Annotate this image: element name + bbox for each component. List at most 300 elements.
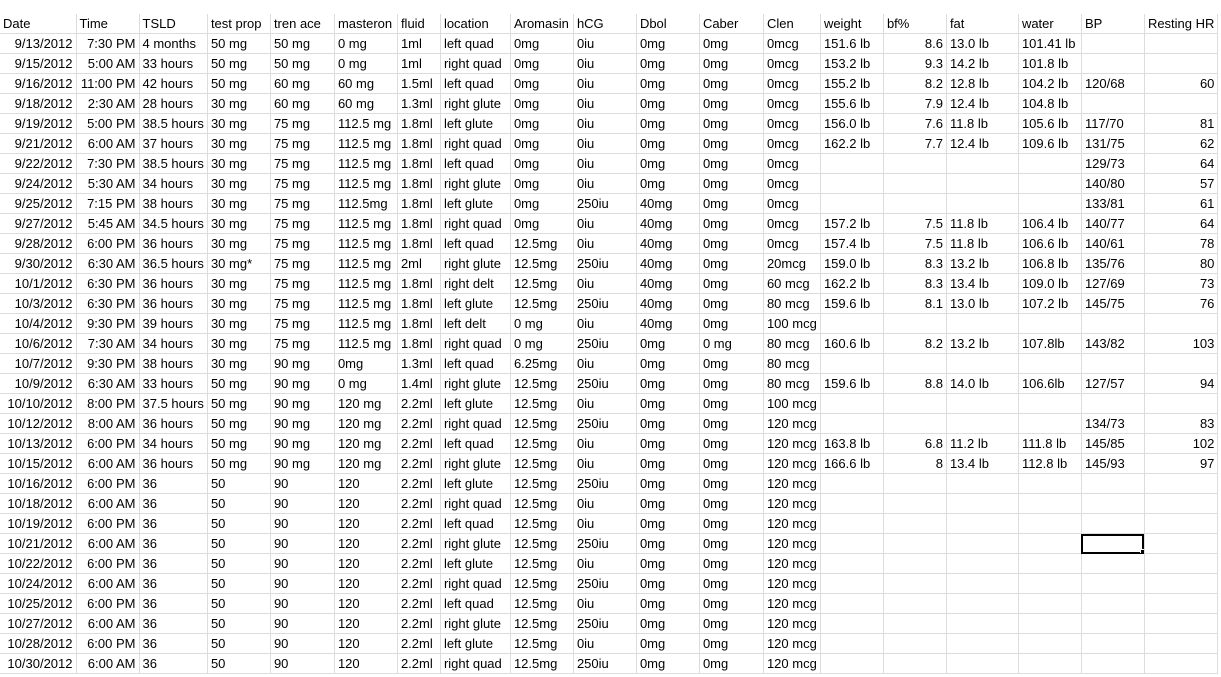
cell-fluid[interactable]: 1.8ml — [397, 334, 440, 354]
cell-weight[interactable]: 163.8 lb — [820, 434, 883, 454]
cell-location[interactable]: left glute — [440, 194, 510, 214]
cell-time[interactable]: 6:30 PM — [76, 274, 139, 294]
cell-water[interactable]: 101.41 lb — [1018, 34, 1081, 54]
cell-tsld[interactable]: 36 — [139, 614, 207, 634]
cell-fluid[interactable]: 2.2ml — [397, 414, 440, 434]
cell-dbol[interactable]: 0mg — [636, 414, 699, 434]
cell-aromasin[interactable]: 12.5mg — [510, 534, 573, 554]
cell-bf[interactable]: 7.6 — [883, 114, 946, 134]
cell-date[interactable]: 9/28/2012 — [0, 234, 76, 254]
cell-dbol[interactable]: 0mg — [636, 654, 699, 674]
cell-resting-hr[interactable] — [1144, 634, 1217, 654]
cell-bf[interactable]: 8.6 — [883, 34, 946, 54]
cell-tren-ace[interactable]: 75 mg — [270, 254, 334, 274]
cell-masteron[interactable]: 120 — [334, 554, 397, 574]
cell-caber[interactable]: 0 mg — [699, 334, 763, 354]
column-header-clen[interactable]: Clen — [763, 14, 820, 34]
cell-resting-hr[interactable] — [1144, 474, 1217, 494]
cell-bf[interactable]: 6.8 — [883, 434, 946, 454]
cell-clen[interactable]: 120 mcg — [763, 474, 820, 494]
cell-bp[interactable] — [1081, 54, 1144, 74]
cell-bf[interactable] — [883, 414, 946, 434]
cell-tsld[interactable]: 38 hours — [139, 194, 207, 214]
cell-caber[interactable]: 0mg — [699, 394, 763, 414]
cell-clen[interactable]: 80 mcg — [763, 294, 820, 314]
cell-dbol[interactable]: 0mg — [636, 334, 699, 354]
cell-water[interactable]: 109.6 lb — [1018, 134, 1081, 154]
cell-resting-hr[interactable] — [1144, 594, 1217, 614]
cell-hcg[interactable]: 0iu — [573, 554, 636, 574]
cell-aromasin[interactable]: 0mg — [510, 134, 573, 154]
cell-masteron[interactable]: 120 — [334, 494, 397, 514]
cell-masteron[interactable]: 120 mg — [334, 394, 397, 414]
cell-clen[interactable]: 80 mcg — [763, 354, 820, 374]
cell-bf[interactable]: 8.8 — [883, 374, 946, 394]
cell-weight[interactable] — [820, 474, 883, 494]
cell-dbol[interactable]: 0mg — [636, 474, 699, 494]
cell-location[interactable]: right quad — [440, 654, 510, 674]
cell-masteron[interactable]: 60 mg — [334, 74, 397, 94]
cell-clen[interactable]: 120 mcg — [763, 594, 820, 614]
cell-masteron[interactable]: 112.5 mg — [334, 294, 397, 314]
cell-dbol[interactable]: 0mg — [636, 434, 699, 454]
cell-location[interactable]: left quad — [440, 434, 510, 454]
cell-date[interactable]: 9/24/2012 — [0, 174, 76, 194]
cell-test-prop[interactable]: 50 mg — [207, 74, 270, 94]
cell-tren-ace[interactable]: 90 — [270, 514, 334, 534]
cell-resting-hr[interactable]: 103 — [1144, 334, 1217, 354]
cell-bp[interactable] — [1081, 634, 1144, 654]
cell-tren-ace[interactable]: 50 mg — [270, 34, 334, 54]
cell-weight[interactable] — [820, 554, 883, 574]
cell-dbol[interactable]: 0mg — [636, 574, 699, 594]
cell-weight[interactable]: 155.6 lb — [820, 94, 883, 114]
cell-weight[interactable] — [820, 314, 883, 334]
cell-masteron[interactable]: 112.5 mg — [334, 234, 397, 254]
cell-caber[interactable]: 0mg — [699, 34, 763, 54]
cell-bf[interactable] — [883, 574, 946, 594]
cell-masteron[interactable]: 112.5 mg — [334, 254, 397, 274]
cell-aromasin[interactable]: 0mg — [510, 94, 573, 114]
cell-hcg[interactable]: 0iu — [573, 434, 636, 454]
cell-tren-ace[interactable]: 90 mg — [270, 434, 334, 454]
cell-tsld[interactable]: 38.5 hours — [139, 114, 207, 134]
cell-bp[interactable] — [1081, 554, 1144, 574]
cell-test-prop[interactable]: 30 mg — [207, 354, 270, 374]
cell-time[interactable]: 6:00 PM — [76, 594, 139, 614]
cell-fat[interactable] — [946, 514, 1018, 534]
cell-weight[interactable] — [820, 154, 883, 174]
cell-resting-hr[interactable]: 73 — [1144, 274, 1217, 294]
cell-caber[interactable]: 0mg — [699, 114, 763, 134]
cell-water[interactable]: 106.8 lb — [1018, 254, 1081, 274]
cell-tsld[interactable]: 37.5 hours — [139, 394, 207, 414]
cell-weight[interactable] — [820, 514, 883, 534]
cell-test-prop[interactable]: 30 mg — [207, 194, 270, 214]
cell-tsld[interactable]: 36 — [139, 574, 207, 594]
cell-date[interactable]: 10/25/2012 — [0, 594, 76, 614]
cell-fat[interactable] — [946, 394, 1018, 414]
cell-dbol[interactable]: 40mg — [636, 214, 699, 234]
cell-fat[interactable] — [946, 534, 1018, 554]
cell-fat[interactable]: 11.8 lb — [946, 234, 1018, 254]
cell-bf[interactable] — [883, 494, 946, 514]
cell-hcg[interactable]: 250iu — [573, 474, 636, 494]
cell-tren-ace[interactable]: 90 mg — [270, 394, 334, 414]
cell-time[interactable]: 6:00 AM — [76, 534, 139, 554]
cell-location[interactable]: left glute — [440, 634, 510, 654]
cell-tsld[interactable]: 36 — [139, 594, 207, 614]
cell-test-prop[interactable]: 50 — [207, 654, 270, 674]
cell-bp[interactable]: 129/73 — [1081, 154, 1144, 174]
cell-caber[interactable]: 0mg — [699, 474, 763, 494]
cell-weight[interactable]: 153.2 lb — [820, 54, 883, 74]
cell-location[interactable]: left quad — [440, 594, 510, 614]
cell-time[interactable]: 6:30 AM — [76, 254, 139, 274]
cell-clen[interactable]: 80 mcg — [763, 334, 820, 354]
cell-dbol[interactable]: 40mg — [636, 294, 699, 314]
cell-resting-hr[interactable]: 102 — [1144, 434, 1217, 454]
cell-fat[interactable]: 13.0 lb — [946, 34, 1018, 54]
cell-hcg[interactable]: 0iu — [573, 514, 636, 534]
cell-date[interactable]: 10/6/2012 — [0, 334, 76, 354]
cell-water[interactable] — [1018, 594, 1081, 614]
cell-tsld[interactable]: 36 hours — [139, 454, 207, 474]
cell-location[interactable]: right quad — [440, 214, 510, 234]
cell-clen[interactable]: 0mcg — [763, 114, 820, 134]
cell-fat[interactable] — [946, 194, 1018, 214]
cell-hcg[interactable]: 0iu — [573, 174, 636, 194]
cell-hcg[interactable]: 0iu — [573, 274, 636, 294]
cell-date[interactable]: 10/10/2012 — [0, 394, 76, 414]
cell-hcg[interactable]: 0iu — [573, 354, 636, 374]
cell-test-prop[interactable]: 50 — [207, 614, 270, 634]
cell-clen[interactable]: 0mcg — [763, 234, 820, 254]
cell-hcg[interactable]: 0iu — [573, 114, 636, 134]
cell-fat[interactable] — [946, 614, 1018, 634]
cell-masteron[interactable]: 112.5 mg — [334, 114, 397, 134]
cell-caber[interactable]: 0mg — [699, 214, 763, 234]
cell-aromasin[interactable]: 12.5mg — [510, 494, 573, 514]
cell-caber[interactable]: 0mg — [699, 454, 763, 474]
cell-aromasin[interactable]: 12.5mg — [510, 474, 573, 494]
cell-weight[interactable] — [820, 194, 883, 214]
cell-bp[interactable] — [1081, 394, 1144, 414]
cell-fat[interactable]: 13.2 lb — [946, 254, 1018, 274]
cell-aromasin[interactable]: 12.5mg — [510, 414, 573, 434]
column-header-test-prop[interactable]: test prop — [207, 14, 270, 34]
cell-fluid[interactable]: 2.2ml — [397, 434, 440, 454]
cell-dbol[interactable]: 0mg — [636, 554, 699, 574]
cell-resting-hr[interactable]: 97 — [1144, 454, 1217, 474]
cell-clen[interactable]: 120 mcg — [763, 514, 820, 534]
cell-fat[interactable] — [946, 594, 1018, 614]
cell-time[interactable]: 6:00 PM — [76, 434, 139, 454]
cell-time[interactable]: 6:30 AM — [76, 374, 139, 394]
cell-tsld[interactable]: 36 hours — [139, 234, 207, 254]
cell-resting-hr[interactable]: 76 — [1144, 294, 1217, 314]
cell-aromasin[interactable]: 0mg — [510, 74, 573, 94]
cell-weight[interactable]: 159.6 lb — [820, 294, 883, 314]
cell-time[interactable]: 5:00 PM — [76, 114, 139, 134]
cell-test-prop[interactable]: 50 mg — [207, 414, 270, 434]
column-header-weight[interactable]: weight — [820, 14, 883, 34]
cell-resting-hr[interactable] — [1144, 534, 1217, 554]
cell-tren-ace[interactable]: 75 mg — [270, 214, 334, 234]
column-header-dbol[interactable]: Dbol — [636, 14, 699, 34]
cell-bp[interactable]: 134/73 — [1081, 414, 1144, 434]
cell-date[interactable]: 9/19/2012 — [0, 114, 76, 134]
cell-fat[interactable] — [946, 574, 1018, 594]
cell-water[interactable] — [1018, 654, 1081, 674]
cell-tsld[interactable]: 36 hours — [139, 414, 207, 434]
cell-time[interactable]: 6:00 PM — [76, 514, 139, 534]
cell-bf[interactable] — [883, 614, 946, 634]
cell-resting-hr[interactable]: 61 — [1144, 194, 1217, 214]
cell-water[interactable] — [1018, 494, 1081, 514]
cell-bp[interactable]: 143/82 — [1081, 334, 1144, 354]
cell-water[interactable]: 104.8 lb — [1018, 94, 1081, 114]
cell-bp[interactable]: 140/80 — [1081, 174, 1144, 194]
cell-location[interactable]: left quad — [440, 234, 510, 254]
cell-bp[interactable] — [1081, 94, 1144, 114]
cell-hcg[interactable]: 0iu — [573, 394, 636, 414]
cell-fluid[interactable]: 1.8ml — [397, 274, 440, 294]
cell-bf[interactable]: 9.3 — [883, 54, 946, 74]
cell-clen[interactable]: 120 mcg — [763, 454, 820, 474]
cell-tren-ace[interactable]: 90 — [270, 654, 334, 674]
cell-fluid[interactable]: 1.8ml — [397, 114, 440, 134]
cell-water[interactable] — [1018, 154, 1081, 174]
cell-time[interactable]: 11:00 PM — [76, 74, 139, 94]
cell-bp[interactable]: 145/85 — [1081, 434, 1144, 454]
cell-dbol[interactable]: 0mg — [636, 514, 699, 534]
column-header-caber[interactable]: Caber — [699, 14, 763, 34]
cell-resting-hr[interactable] — [1144, 354, 1217, 374]
cell-clen[interactable]: 120 mcg — [763, 634, 820, 654]
cell-tren-ace[interactable]: 75 mg — [270, 314, 334, 334]
cell-weight[interactable] — [820, 494, 883, 514]
cell-weight[interactable] — [820, 594, 883, 614]
cell-caber[interactable]: 0mg — [699, 514, 763, 534]
cell-caber[interactable]: 0mg — [699, 134, 763, 154]
cell-tren-ace[interactable]: 90 mg — [270, 454, 334, 474]
cell-dbol[interactable]: 0mg — [636, 174, 699, 194]
cell-dbol[interactable]: 0mg — [636, 74, 699, 94]
cell-bf[interactable]: 8.3 — [883, 254, 946, 274]
cell-date[interactable]: 10/28/2012 — [0, 634, 76, 654]
cell-masteron[interactable]: 120 mg — [334, 414, 397, 434]
cell-tren-ace[interactable]: 90 — [270, 614, 334, 634]
cell-tren-ace[interactable]: 75 mg — [270, 114, 334, 134]
cell-time[interactable]: 6:00 AM — [76, 494, 139, 514]
cell-weight[interactable] — [820, 614, 883, 634]
cell-dbol[interactable]: 0mg — [636, 594, 699, 614]
cell-location[interactable]: right glute — [440, 254, 510, 274]
cell-fat[interactable] — [946, 174, 1018, 194]
cell-tren-ace[interactable]: 60 mg — [270, 94, 334, 114]
cell-bf[interactable] — [883, 554, 946, 574]
cell-water[interactable] — [1018, 194, 1081, 214]
cell-aromasin[interactable]: 12.5mg — [510, 294, 573, 314]
cell-date[interactable]: 10/7/2012 — [0, 354, 76, 374]
cell-test-prop[interactable]: 30 mg — [207, 334, 270, 354]
cell-weight[interactable]: 157.4 lb — [820, 234, 883, 254]
cell-water[interactable] — [1018, 474, 1081, 494]
cell-bp[interactable] — [1081, 594, 1144, 614]
cell-bp[interactable] — [1081, 34, 1144, 54]
column-header-bf[interactable]: bf% — [883, 14, 946, 34]
cell-hcg[interactable]: 250iu — [573, 334, 636, 354]
cell-time[interactable]: 6:00 AM — [76, 654, 139, 674]
column-header-tren-ace[interactable]: tren ace — [270, 14, 334, 34]
cell-bp[interactable]: 145/93 — [1081, 454, 1144, 474]
cell-fluid[interactable]: 2.2ml — [397, 574, 440, 594]
cell-resting-hr[interactable] — [1144, 94, 1217, 114]
cell-time[interactable]: 6:30 PM — [76, 294, 139, 314]
cell-hcg[interactable]: 0iu — [573, 154, 636, 174]
cell-fat[interactable]: 11.2 lb — [946, 434, 1018, 454]
cell-water[interactable] — [1018, 554, 1081, 574]
cell-time[interactable]: 6:00 PM — [76, 234, 139, 254]
cell-bf[interactable] — [883, 174, 946, 194]
cell-date[interactable]: 10/18/2012 — [0, 494, 76, 514]
cell-water[interactable] — [1018, 534, 1081, 554]
cell-location[interactable]: left quad — [440, 34, 510, 54]
cell-hcg[interactable]: 250iu — [573, 534, 636, 554]
cell-caber[interactable]: 0mg — [699, 554, 763, 574]
cell-fluid[interactable]: 2.2ml — [397, 394, 440, 414]
cell-fluid[interactable]: 2.2ml — [397, 494, 440, 514]
cell-masteron[interactable]: 120 — [334, 654, 397, 674]
cell-bp[interactable]: 117/70 — [1081, 114, 1144, 134]
selected-cell[interactable] — [1081, 534, 1144, 554]
cell-date[interactable]: 9/16/2012 — [0, 74, 76, 94]
cell-weight[interactable]: 159.0 lb — [820, 254, 883, 274]
cell-hcg[interactable]: 0iu — [573, 74, 636, 94]
cell-tsld[interactable]: 36 hours — [139, 274, 207, 294]
cell-test-prop[interactable]: 50 — [207, 594, 270, 614]
cell-fat[interactable]: 13.4 lb — [946, 274, 1018, 294]
cell-test-prop[interactable]: 30 mg — [207, 294, 270, 314]
cell-tren-ace[interactable]: 75 mg — [270, 334, 334, 354]
cell-hcg[interactable]: 0iu — [573, 34, 636, 54]
cell-bp[interactable]: 127/69 — [1081, 274, 1144, 294]
cell-weight[interactable]: 155.2 lb — [820, 74, 883, 94]
cell-location[interactable]: right glute — [440, 534, 510, 554]
cell-hcg[interactable]: 0iu — [573, 234, 636, 254]
cell-date[interactable]: 10/3/2012 — [0, 294, 76, 314]
cell-clen[interactable]: 60 mcg — [763, 274, 820, 294]
cell-fluid[interactable]: 1.8ml — [397, 194, 440, 214]
cell-weight[interactable] — [820, 354, 883, 374]
cell-dbol[interactable]: 0mg — [636, 494, 699, 514]
cell-caber[interactable]: 0mg — [699, 374, 763, 394]
cell-masteron[interactable]: 120 mg — [334, 454, 397, 474]
cell-fat[interactable]: 14.2 lb — [946, 54, 1018, 74]
cell-date[interactable]: 10/24/2012 — [0, 574, 76, 594]
cell-test-prop[interactable]: 30 mg — [207, 234, 270, 254]
cell-water[interactable]: 109.0 lb — [1018, 274, 1081, 294]
cell-weight[interactable]: 159.6 lb — [820, 374, 883, 394]
cell-dbol[interactable]: 0mg — [636, 374, 699, 394]
cell-test-prop[interactable]: 50 — [207, 494, 270, 514]
cell-clen[interactable]: 20mcg — [763, 254, 820, 274]
cell-hcg[interactable]: 0iu — [573, 634, 636, 654]
cell-date[interactable]: 10/4/2012 — [0, 314, 76, 334]
cell-masteron[interactable]: 120 — [334, 574, 397, 594]
cell-fluid[interactable]: 2.2ml — [397, 534, 440, 554]
cell-date[interactable]: 9/27/2012 — [0, 214, 76, 234]
cell-weight[interactable]: 157.2 lb — [820, 214, 883, 234]
cell-location[interactable]: right glute — [440, 94, 510, 114]
cell-weight[interactable]: 160.6 lb — [820, 334, 883, 354]
cell-bf[interactable] — [883, 354, 946, 374]
cell-clen[interactable]: 0mcg — [763, 134, 820, 154]
cell-fat[interactable]: 13.0 lb — [946, 294, 1018, 314]
cell-water[interactable]: 106.6 lb — [1018, 234, 1081, 254]
cell-dbol[interactable]: 40mg — [636, 274, 699, 294]
cell-caber[interactable]: 0mg — [699, 74, 763, 94]
cell-fluid[interactable]: 2ml — [397, 254, 440, 274]
cell-location[interactable]: right quad — [440, 494, 510, 514]
cell-bp[interactable] — [1081, 354, 1144, 374]
cell-dbol[interactable]: 0mg — [636, 614, 699, 634]
cell-location[interactable]: left quad — [440, 74, 510, 94]
cell-caber[interactable]: 0mg — [699, 254, 763, 274]
cell-location[interactable]: left glute — [440, 554, 510, 574]
cell-hcg[interactable]: 0iu — [573, 134, 636, 154]
cell-location[interactable]: left quad — [440, 154, 510, 174]
cell-masteron[interactable]: 112.5 mg — [334, 154, 397, 174]
cell-aromasin[interactable]: 0mg — [510, 114, 573, 134]
cell-resting-hr[interactable]: 62 — [1144, 134, 1217, 154]
cell-clen[interactable]: 0mcg — [763, 94, 820, 114]
cell-fluid[interactable]: 1ml — [397, 54, 440, 74]
cell-masteron[interactable]: 0 mg — [334, 34, 397, 54]
cell-caber[interactable]: 0mg — [699, 274, 763, 294]
cell-caber[interactable]: 0mg — [699, 434, 763, 454]
cell-date[interactable]: 9/13/2012 — [0, 34, 76, 54]
cell-dbol[interactable]: 0mg — [636, 94, 699, 114]
cell-bf[interactable] — [883, 194, 946, 214]
cell-tren-ace[interactable]: 90 — [270, 474, 334, 494]
cell-time[interactable]: 7:30 PM — [76, 34, 139, 54]
cell-hcg[interactable]: 0iu — [573, 314, 636, 334]
cell-resting-hr[interactable]: 78 — [1144, 234, 1217, 254]
cell-test-prop[interactable]: 30 mg — [207, 174, 270, 194]
cell-aromasin[interactable]: 0mg — [510, 214, 573, 234]
cell-bf[interactable]: 8.1 — [883, 294, 946, 314]
cell-clen[interactable]: 0mcg — [763, 34, 820, 54]
cell-test-prop[interactable]: 50 — [207, 514, 270, 534]
cell-clen[interactable]: 0mcg — [763, 174, 820, 194]
cell-caber[interactable]: 0mg — [699, 174, 763, 194]
cell-masteron[interactable]: 112.5 mg — [334, 174, 397, 194]
cell-tren-ace[interactable]: 75 mg — [270, 274, 334, 294]
cell-resting-hr[interactable] — [1144, 654, 1217, 674]
cell-aromasin[interactable]: 12.5mg — [510, 514, 573, 534]
cell-fluid[interactable]: 2.2ml — [397, 474, 440, 494]
cell-time[interactable]: 6:00 PM — [76, 474, 139, 494]
cell-location[interactable]: right quad — [440, 54, 510, 74]
cell-tsld[interactable]: 36 — [139, 554, 207, 574]
cell-fat[interactable] — [946, 634, 1018, 654]
cell-location[interactable]: right quad — [440, 134, 510, 154]
cell-bf[interactable]: 7.5 — [883, 234, 946, 254]
cell-fluid[interactable]: 2.2ml — [397, 614, 440, 634]
cell-aromasin[interactable]: 12.5mg — [510, 434, 573, 454]
